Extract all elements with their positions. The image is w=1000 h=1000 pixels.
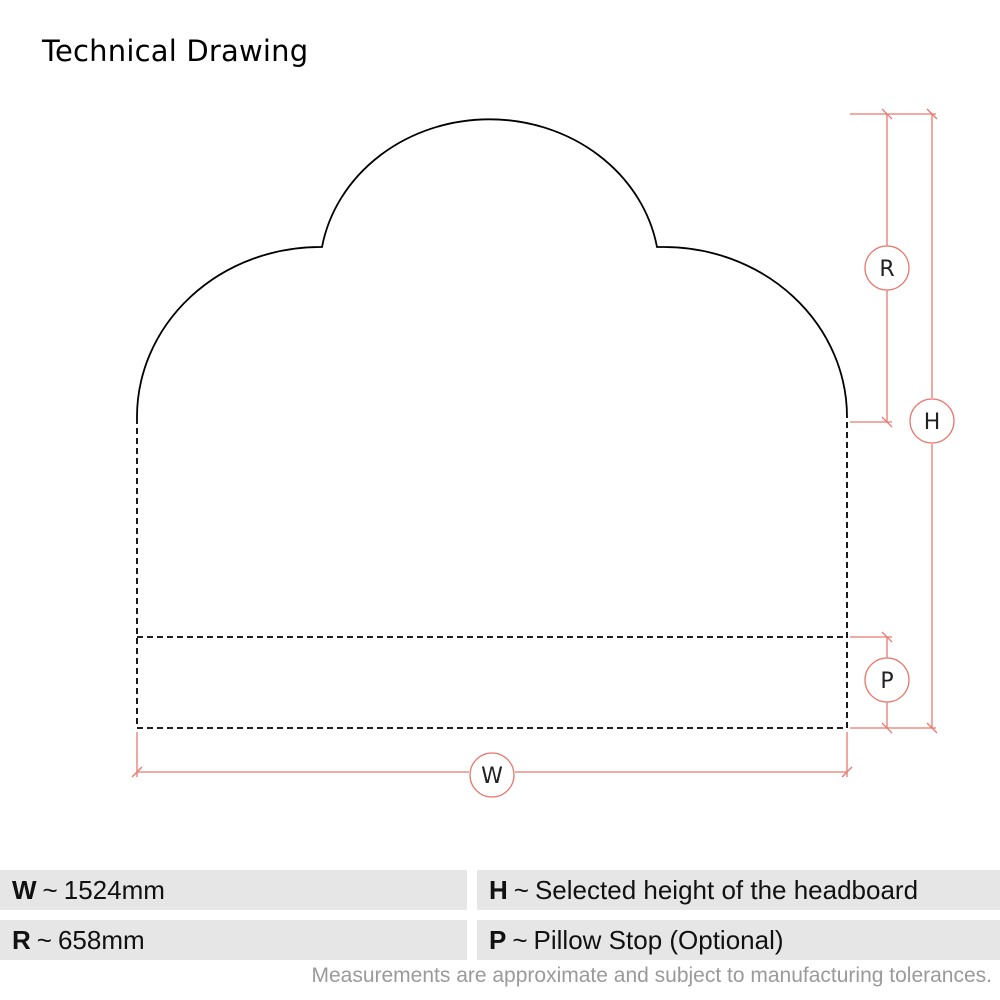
legend-cell-p	[477, 920, 1000, 960]
legend-key: R	[12, 924, 31, 955]
legend-key: W	[12, 874, 37, 905]
legend-key: P	[489, 924, 507, 955]
page-title: Technical Drawing	[42, 34, 309, 68]
legend-separator: ~	[512, 924, 528, 955]
legend-text: Selected height of the headboard	[534, 874, 919, 905]
dimension-w-label: W	[481, 764, 503, 789]
legend-separator: ~	[36, 924, 52, 955]
dimension-h-label: H	[923, 410, 941, 435]
legend-key: H	[489, 874, 508, 905]
headboard-outline	[137, 119, 847, 418]
legend-cell-w	[0, 870, 467, 910]
legend-cell-h	[477, 870, 1000, 910]
legend-text: Pillow Stop (Optional)	[533, 924, 784, 955]
legend-separator: ~	[42, 874, 58, 905]
dimension-p-label: P	[880, 669, 894, 694]
legend-text: 1524mm	[63, 874, 165, 905]
legend-text: 658mm	[57, 924, 145, 955]
dimension-r-label: R	[879, 257, 895, 282]
headboard-body-dashed	[137, 418, 847, 728]
legend-cell-r	[0, 920, 467, 960]
tolerance-note: Measurements are approximate and subject to manufacturing tolerances.	[311, 964, 992, 987]
legend-separator: ~	[513, 874, 529, 905]
